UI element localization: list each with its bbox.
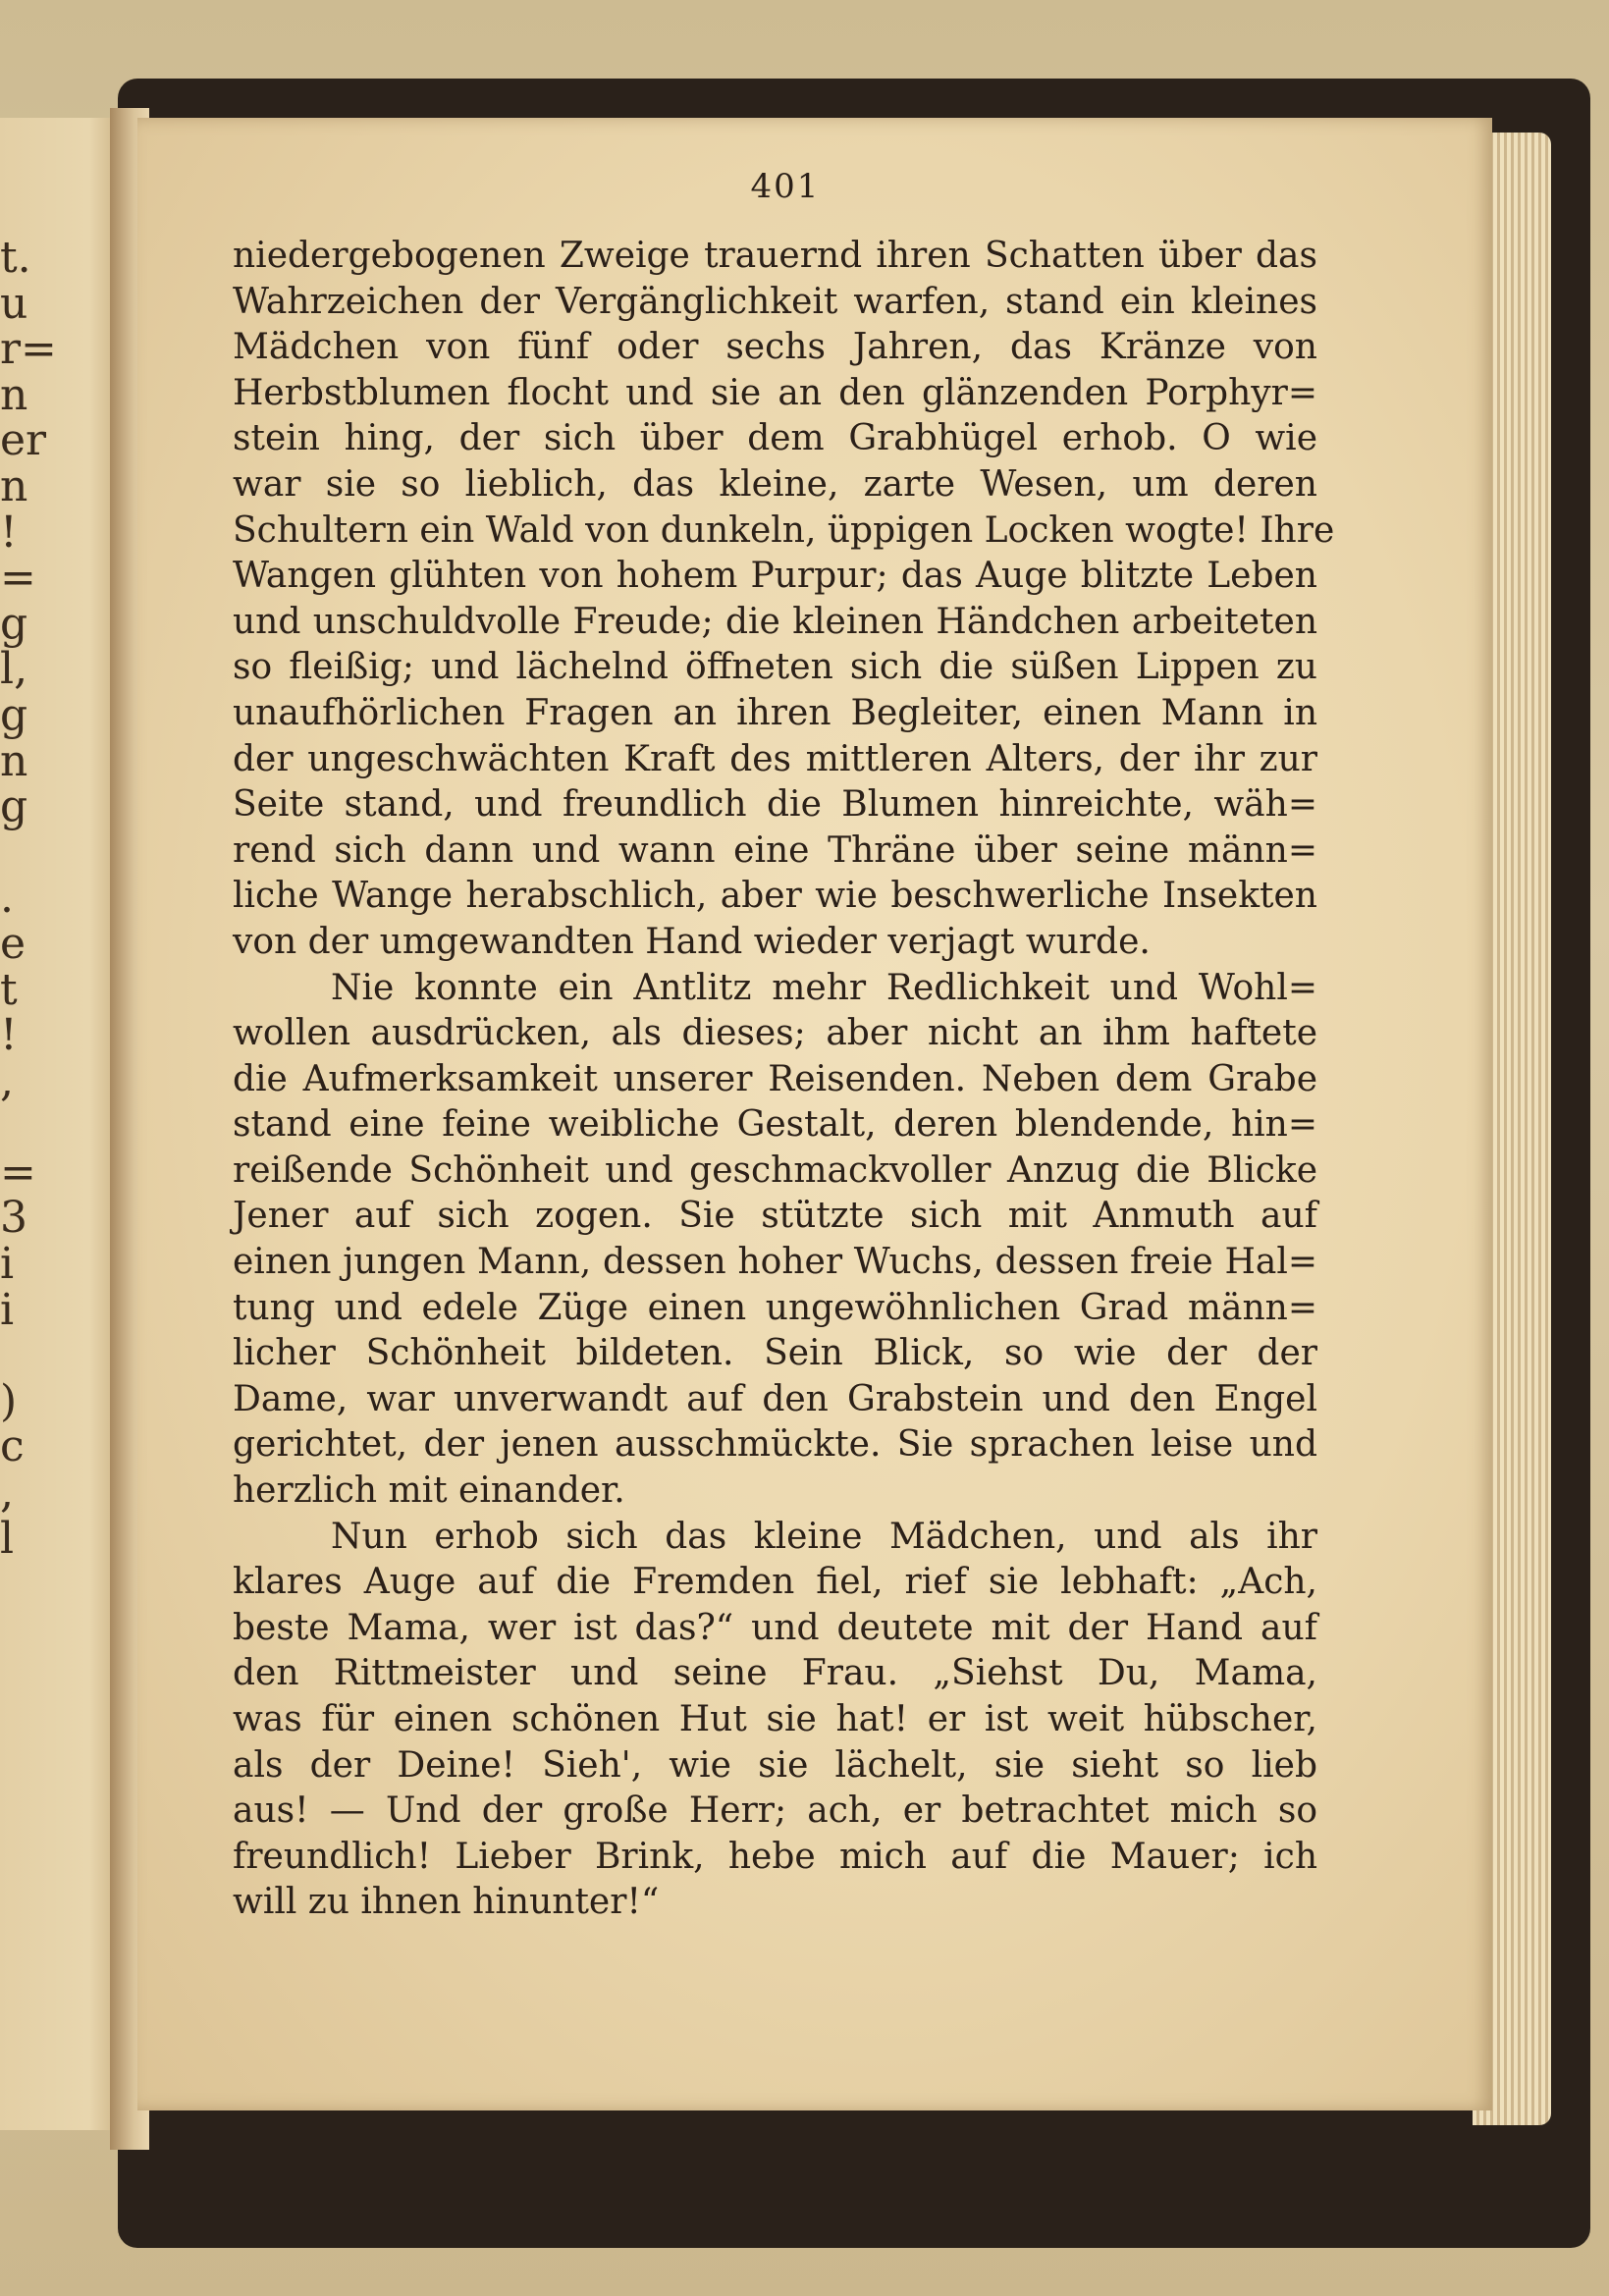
text-line: den Rittmeister und seine Frau. „Siehst Du, Mama, xyxy=(233,1653,1317,1694)
left-page-edge-char: 3 xyxy=(0,1193,27,1244)
text-line: herzlich mit einander. xyxy=(233,1470,625,1512)
left-page-edge-char: l, xyxy=(0,644,28,695)
text-line: und unschuldvolle Freude; die kleinen Händchen arbeiteten xyxy=(233,601,1317,642)
text-line: rend sich dann und wann eine Thräne über seine männ= xyxy=(233,829,1317,871)
text-line: von der umgewandten Hand wieder verjagt wurde. xyxy=(233,921,1151,962)
text-line: niedergebogenen Zweige trauernd ihren Schatten über das xyxy=(233,236,1317,276)
text-line: Herbstblumen flocht und sie an den glänzenden Porphyr= xyxy=(233,372,1317,413)
left-page-edge-char: n xyxy=(0,369,28,420)
left-page-edge-char: c xyxy=(0,1421,25,1472)
left-page-edge-char: i xyxy=(0,1284,15,1335)
text-line: Wahrzeichen der Vergänglichkeit warfen, stand ein kleines xyxy=(233,281,1317,322)
left-page-edge-char: . xyxy=(0,873,14,924)
left-page-edge-char: t xyxy=(0,964,18,1015)
text-line: beste Mama, wer ist das?“ und deutete mit der Hand auf xyxy=(233,1607,1317,1648)
text-line: Nun erhob sich das kleine Mädchen, und als ihr xyxy=(331,1516,1317,1557)
text-line: wollen ausdrücken, als dieses; aber nicht an ihm haftete xyxy=(233,1013,1317,1054)
left-page-edge-char: = xyxy=(0,1147,36,1198)
left-page-edge-char: g xyxy=(0,781,28,832)
text-line: einen jungen Mann, dessen hoher Wuchs, dessen freie Hal= xyxy=(233,1242,1317,1283)
text-line: Wangen glühten von hohem Purpur; das Auge blitzte Leben xyxy=(233,556,1317,597)
left-page-edge-char xyxy=(0,1104,39,1150)
text-line: will zu ihnen hinunter!“ xyxy=(233,1882,660,1923)
left-page-edge-char: t. xyxy=(0,233,31,283)
text-line: als der Deine! Sieh', wie sie lächelt, sie sieht so lieb xyxy=(233,1744,1317,1786)
left-page-edge-char: ! xyxy=(0,1010,18,1061)
text-line: aus! — Und der große Herr; ach, er betrachtet mich so xyxy=(233,1790,1317,1832)
left-page-edge-char: er xyxy=(0,415,47,466)
left-page-edge-char: g xyxy=(0,598,28,649)
left-page-edge-char: r= xyxy=(0,324,57,375)
text-line: freundlich! Lieber Brink, hebe mich auf die Mauer; ich xyxy=(233,1836,1317,1877)
page-number: 401 xyxy=(750,167,821,206)
left-page-edge-char: ! xyxy=(0,507,18,558)
text-line: so fleißig; und lächelnd öffneten sich die süßen Lippen zu xyxy=(233,647,1317,688)
text-line: stein hing, der sich über dem Grabhügel erhob. O wie xyxy=(233,418,1317,459)
left-page-edge-char: n xyxy=(0,735,28,786)
left-page-edge-char: , xyxy=(0,1468,14,1519)
left-page-edge-char: , xyxy=(0,1055,14,1106)
text-line: licher Schönheit bildeten. Sein Blick, so wie der der xyxy=(233,1333,1317,1374)
text-line: Nie konnte ein Antlitz mehr Redlichkeit und Wohl= xyxy=(331,967,1317,1008)
text-line: war sie so lieblich, das kleine, zarte Wesen, um deren xyxy=(233,463,1317,505)
text-line: Mädchen von fünf oder sechs Jahren, das Kränze von xyxy=(233,327,1317,368)
text-line: Seite stand, und freundlich die Blumen hinreichte, wäh= xyxy=(233,784,1317,826)
left-page-edge-char: i xyxy=(0,1239,15,1290)
left-page-edge-char: n xyxy=(0,460,28,511)
left-page-edge-char: l xyxy=(0,1513,15,1564)
left-page-edge-char: ) xyxy=(0,1375,18,1426)
left-page-edge-char xyxy=(0,1333,39,1379)
text-line: klares Auge auf die Fremden fiel, rief sie lebhaft: „Ach, xyxy=(233,1562,1317,1603)
left-page-edge-char: g xyxy=(0,689,28,740)
left-page-edge-char: u xyxy=(0,278,28,329)
left-page xyxy=(0,118,128,2130)
text-line: Jener auf sich zogen. Sie stützte sich mit Anmuth auf xyxy=(233,1196,1317,1237)
left-page-edge-text xyxy=(0,233,57,1564)
text-line: die Aufmerksamkeit unserer Reisenden. Neben dem Grabe xyxy=(233,1058,1317,1099)
text-line: stand eine feine weibliche Gestalt, deren blendende, hin= xyxy=(233,1104,1317,1146)
text-line: Dame, war unverwandt auf den Grabstein und den Engel xyxy=(233,1378,1317,1419)
body-text xyxy=(233,234,1335,1926)
left-page-edge-char: = xyxy=(0,553,36,604)
left-page-edge-char xyxy=(0,830,39,877)
text-line: tung und edele Züge einen ungewöhnlichen Grad männ= xyxy=(233,1287,1317,1328)
text-line: liche Wange herabschlich, aber wie beschwerliche Insekten xyxy=(233,876,1317,917)
text-line: reißende Schönheit und geschmackvoller Anzug die Blicke xyxy=(233,1149,1317,1191)
text-line: unaufhörlichen Fragen an ihren Begleiter, einen Mann in xyxy=(233,692,1317,733)
text-line: was für einen schönen Hut sie hat! er ist weit hübscher, xyxy=(233,1699,1317,1739)
text-line: gerichtet, der jenen ausschmückte. Sie sprachen leise und xyxy=(233,1424,1317,1466)
left-page-edge-char: e xyxy=(0,918,27,969)
text-line: Schultern ein Wald von dunkeln, üppigen Locken wogte! Ihre xyxy=(233,509,1335,551)
text-line: der ungeschwächten Kraft des mittleren Alters, der ihr zur xyxy=(233,738,1317,779)
